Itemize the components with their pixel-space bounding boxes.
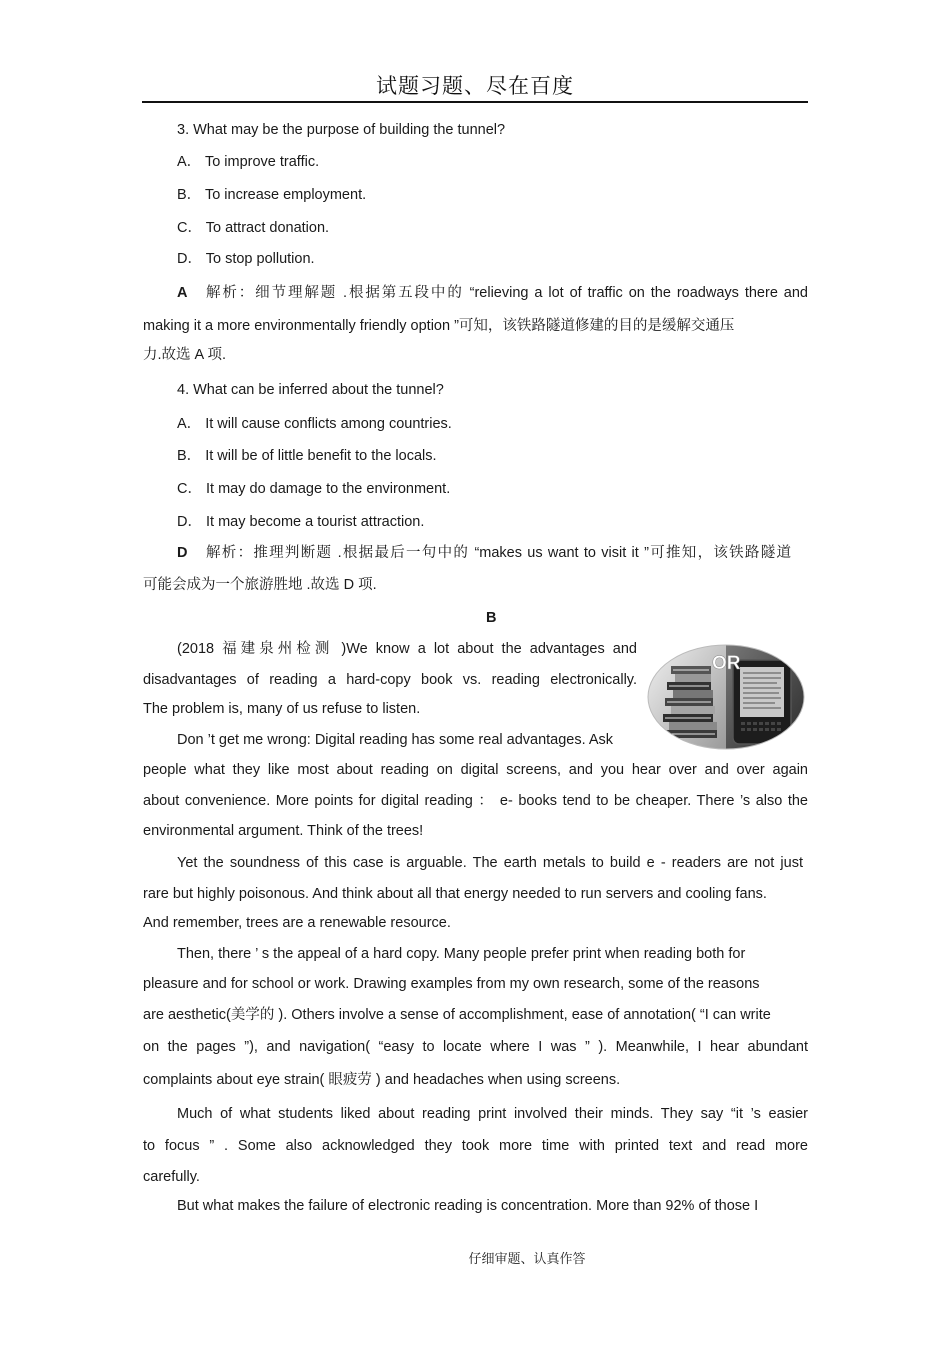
- q4-answer: D: [177, 545, 188, 561]
- passage-p4-line-5: complaints about eye strain( 眼疲劳 ) and headaches when using screens.: [143, 1072, 621, 1088]
- page-header-title: 试题习题、尽在百度: [376, 74, 574, 98]
- books-ereader-image: [647, 644, 805, 750]
- q3-option-a: A． To improve traffic.: [177, 154, 320, 170]
- passage-p2-line-3: about convenience. More points for digital reading ： e- books tend to be cheaper. There ’s also the: [143, 793, 808, 809]
- passage-p5-line-3: carefully.: [143, 1169, 200, 1185]
- passage-p3-line-3: And remember, trees are a renewable resource.: [143, 915, 451, 931]
- passage-p1-line-1: (2018 福建泉州检测 )We know a lot about the advantages and: [177, 641, 637, 657]
- q3-option-c: C． To attract donation.: [177, 220, 330, 236]
- passage-p5-line-1: Much of what students liked about reading print involved their minds. They say “it ’s easier: [177, 1106, 808, 1122]
- passage-p4-line-1: Then, there ’ s the appeal of a hard copy. Many people prefer print when reading both for: [177, 946, 746, 962]
- q3-option-b: B． To increase employment.: [177, 187, 367, 203]
- books-or-ereader-illustration: [647, 644, 805, 750]
- passage-p4-line-2: pleasure and for school or work. Drawing examples from my own research, some of the reasons: [143, 976, 760, 992]
- passage-p4-line-4: on the pages ”), and navigation( “easy to locate where I was ” ). Meanwhile, I hear abundant: [143, 1039, 808, 1055]
- passage-p1-line-2: disadvantages of reading a hard-copy book vs. reading electronically.: [143, 672, 637, 688]
- q4-option-d: D． It may become a tourist attraction.: [177, 514, 425, 530]
- passage-p5-line-2: to focus ” . Some also acknowledged they took more time with printed text and read more: [143, 1138, 808, 1154]
- q3-option-d: D． To stop pollution.: [177, 251, 315, 267]
- passage-p1-line-3: The problem is, many of us refuse to listen.: [143, 701, 421, 717]
- passage-p6-line-1: But what makes the failure of electronic reading is concentration. More than 92% of those I: [177, 1198, 759, 1214]
- q3-explanation-line-1: 解析：细节理解题 .根据第五段中的 “relieving a lot of traffic on the roadways there and: [206, 285, 808, 301]
- passage-p2-line-1: Don ’t get me wrong: Digital reading has some real advantages. Ask: [177, 732, 614, 748]
- q4-explanation-line-2: 可能会成为一个旅游胜地 .故选 D 项.: [143, 577, 377, 593]
- header-divider: [142, 101, 808, 103]
- q3-answer: A: [177, 285, 188, 301]
- ereader-icon: [733, 660, 791, 744]
- or-label: OR: [712, 653, 741, 674]
- q3-explanation-line-2: making it a more environmentally friendly option ”可知，该铁路隧道修建的目的是缓解交通压: [143, 318, 735, 334]
- q4-option-c: C． It may do damage to the environment.: [177, 481, 451, 497]
- q4-explanation-line-1: 解析：推理判断题 .根据最后一句中的 “makes us want to visit it ”可推知，该铁路隧道: [206, 545, 791, 561]
- passage-p3-line-1: Yet the soundness of this case is arguable. The earth metals to build e - readers are not just: [177, 855, 803, 871]
- question-4: 4. What can be inferred about the tunnel?: [177, 382, 444, 398]
- page-footer: 仔细审题、认真作答: [468, 1251, 586, 1266]
- q4-option-b: B． It will be of little benefit to the locals.: [177, 448, 437, 464]
- passage-p3-line-2: rare but highly poisonous. And think about all that energy needed to run servers and cooling fans.: [143, 886, 767, 902]
- question-3: 3. What may be the purpose of building the tunnel?: [177, 122, 506, 138]
- passage-p4-line-3: are aesthetic(美学的 ). Others involve a sense of accomplishment, ease of annotation( “I can write: [143, 1007, 771, 1023]
- section-b-heading: B: [486, 610, 497, 626]
- q4-option-a: A． It will cause conflicts among countries.: [177, 416, 452, 432]
- passage-p2-line-2: people what they like most about reading on digital screens, and you hear over and over again: [143, 762, 808, 778]
- q3-explanation-line-3: 力.故选 A 项.: [143, 347, 226, 363]
- passage-p2-line-4: environmental argument. Think of the trees!: [143, 823, 424, 839]
